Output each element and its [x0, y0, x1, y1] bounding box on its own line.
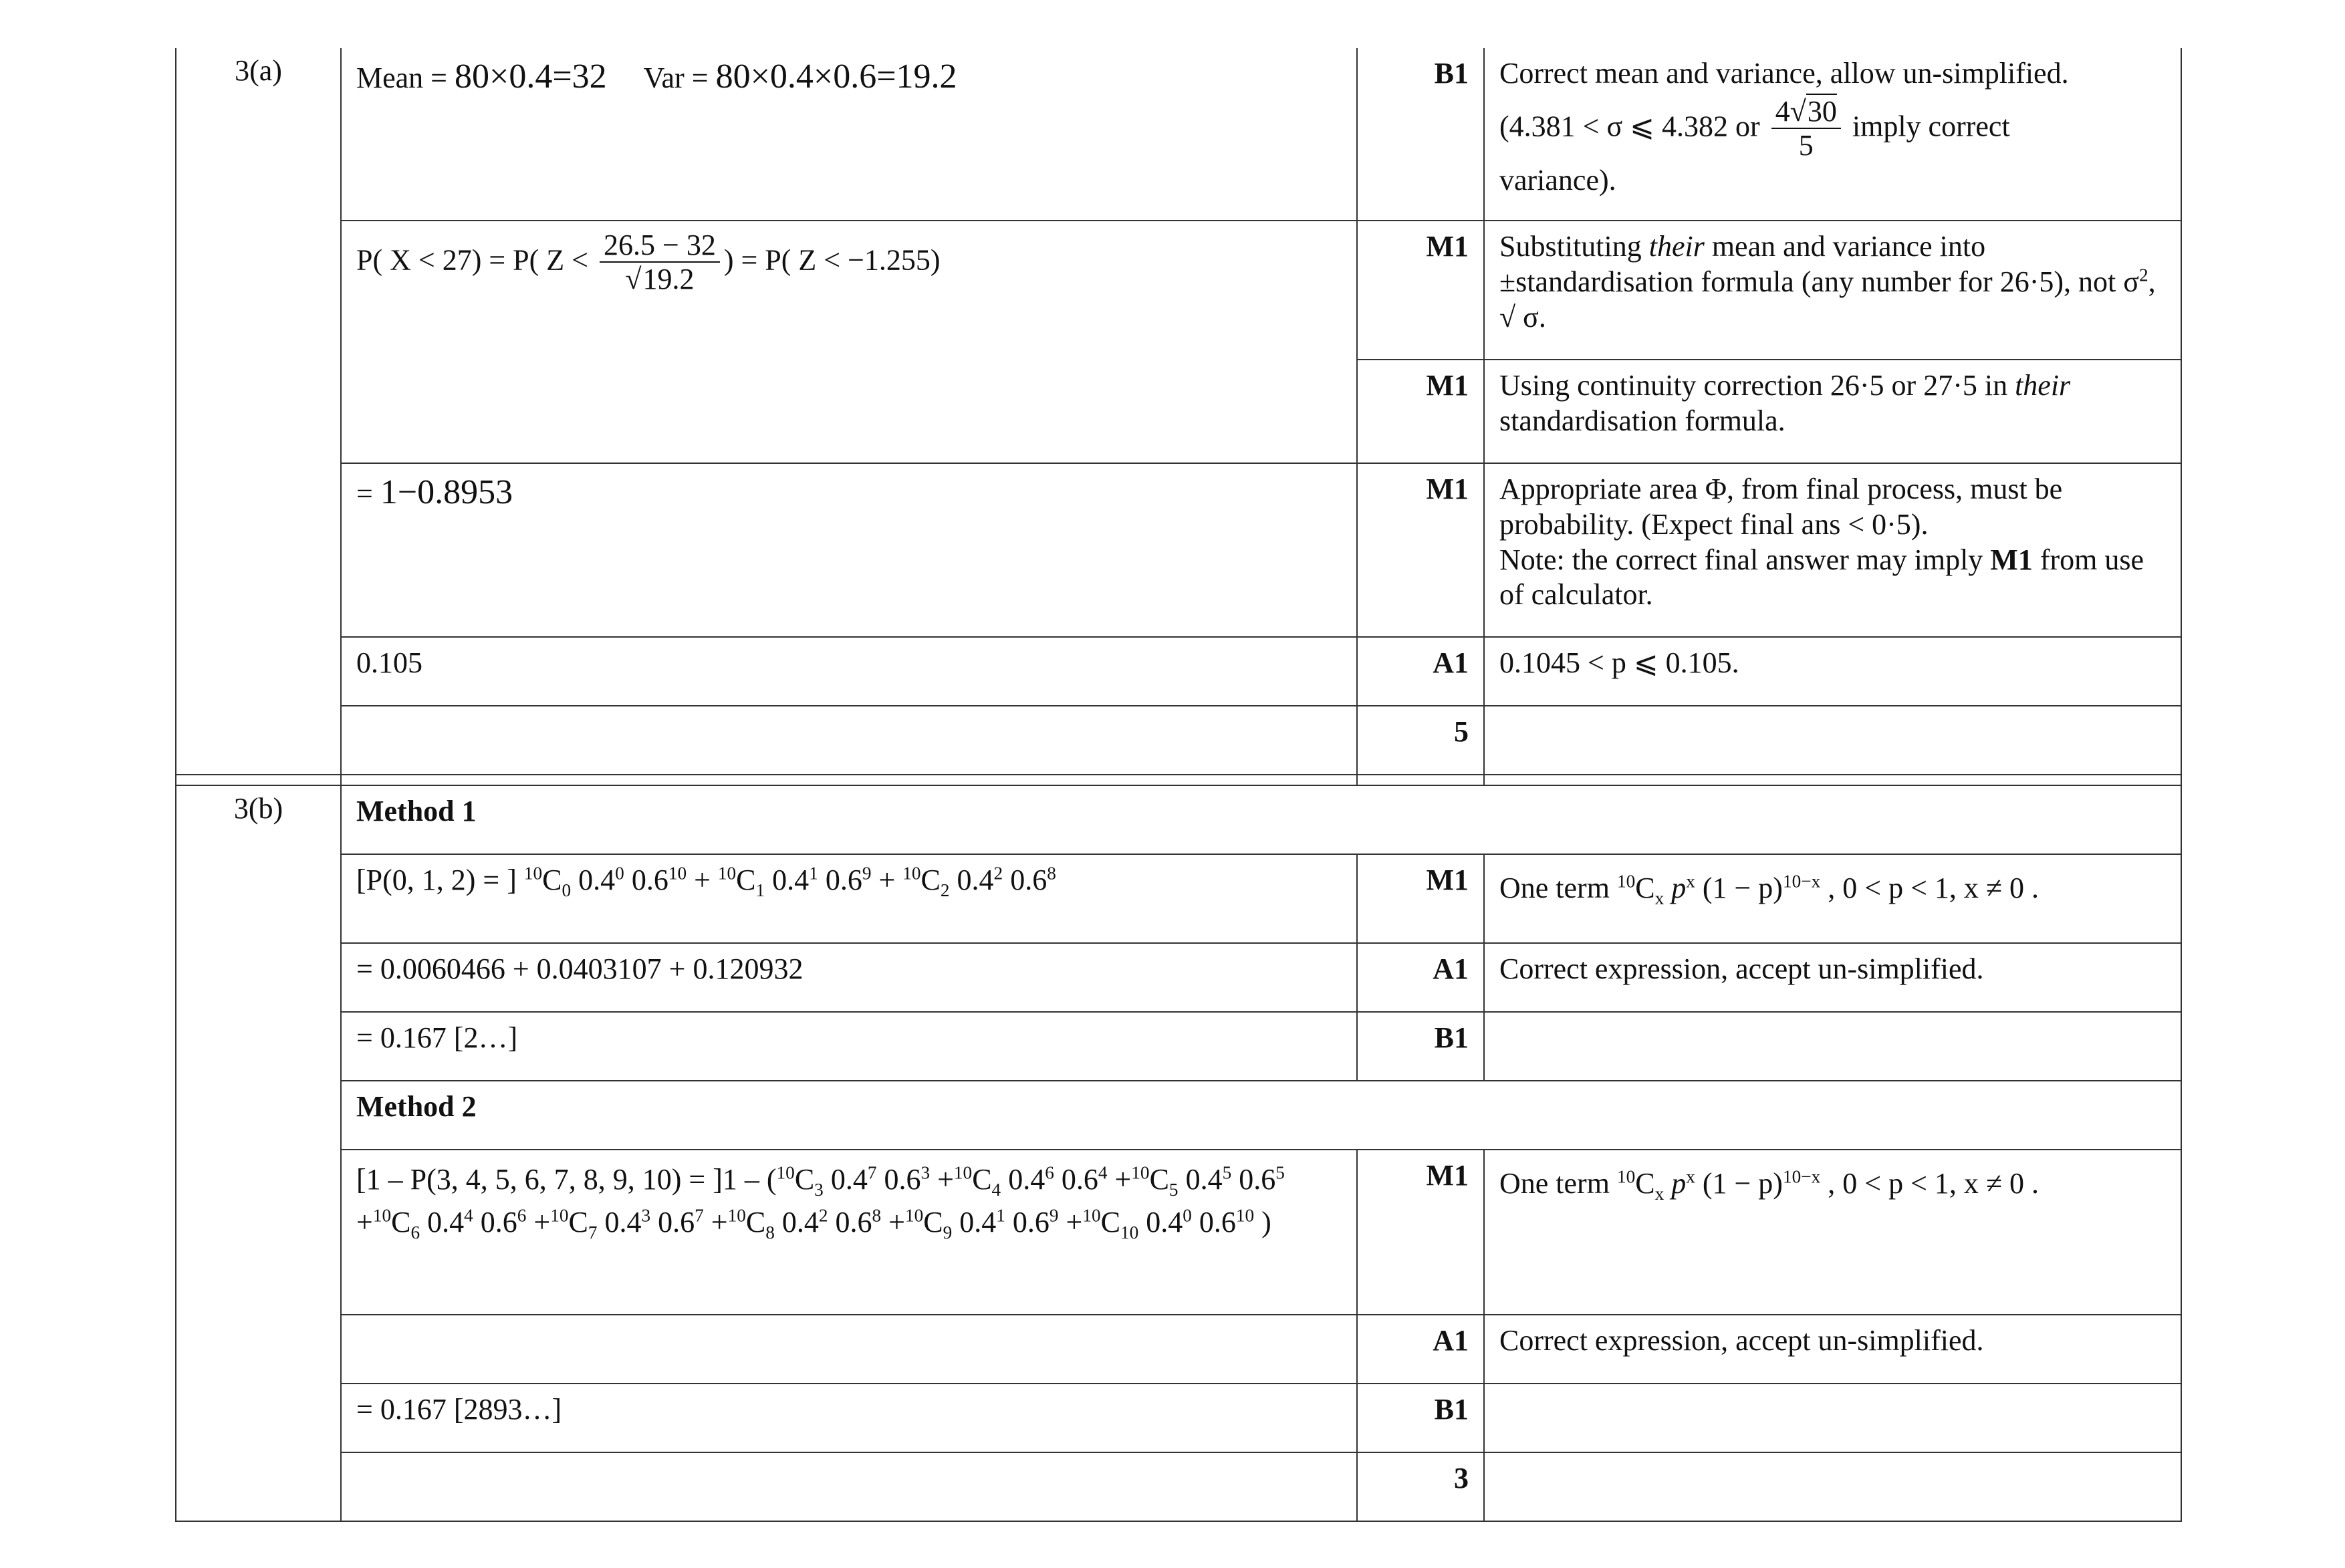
guidance-cell: Substituting their mean and variance into ±standardisation formula (any number for 26·5), not $\sigma^2$, √ σ. — [1484, 221, 2181, 360]
binomial-term: $+^{10}C_4$ $0.4^6$ $0.6^4$ — [930, 1162, 1108, 1200]
q3b-m2-row-expression — [176, 1315, 2181, 1384]
mark-code: B1 — [1357, 1012, 1484, 1081]
guidance-cell: Correct expression, accept un-simplified. — [1484, 1315, 2181, 1384]
answer-cell: = 0.167 [2…] — [341, 1012, 1357, 1081]
answer-cell: P( X < 27) = P( Z < $\frac{26.5 - 32}{√19.2}$ ) = P( Z < −1.255) — [341, 221, 1357, 463]
q3b-row-total — [176, 1452, 2181, 1521]
answer-cell: 0.105 — [341, 637, 1357, 706]
method-heading: Method 1 — [341, 785, 2181, 854]
mark-code: M1 — [1357, 221, 1484, 360]
answer-cell: = 1−0.8953 — [341, 463, 1357, 637]
answer-cell: [1 – P(3, 4, 5, 6, 7, 8, 9, $10) = ]1 - (^{10}C_3$ $0.4^7$ $0.6^3 +^{10}C_4$ $0.4^6$ $0.6^4 +^{10}C_5$ $0.4^5$ $0.6^5 +^{10}C_6$ $0.4^4$ $0.6^6 +^{10}C_7$ $0.4^3$ $0.6^7 +^{10}C_8$ $0.4^2$ $0.6^8 +^{10}C_9$ $0.4^1$ $0.6^9 +^{10}C_{10}$ $0.4^0$ $0.6^{10}$ ) — [341, 1150, 1357, 1315]
q3a-row-area — [176, 463, 2181, 637]
binomial-term: $^{10}C_3$ $0.4^7$ $0.6^3$ — [776, 1162, 931, 1200]
mark-code: M1 — [1357, 1150, 1484, 1315]
method-heading: Method 2 — [341, 1081, 2181, 1150]
answer-cell: = 0.167 [2893…] — [341, 1384, 1357, 1452]
mark-code: M1 — [1357, 854, 1484, 943]
q3b-method1-heading-row — [176, 785, 2181, 854]
mark-code: A1 — [1357, 1315, 1484, 1384]
mark-scheme-table — [175, 48, 2182, 1522]
guidance-cell — [1484, 48, 2181, 221]
answer-cell: = 0.0060466 + 0.0403107 + 0.120932 — [341, 943, 1357, 1012]
mark-code: M1 — [1357, 360, 1484, 463]
section-separator — [176, 775, 2181, 785]
answer-cell — [341, 48, 1357, 221]
answer-cell: [P(0, 1, 2) = ] $^{10}C_0$ $0.4^0$ $0.6^{10} + ^{10}C_1$ $0.4^1$ $0.6^9 + ^{10}C_2$ $0.4^2$ $0.6^8$ — [341, 854, 1357, 943]
total-marks: 5 — [1357, 706, 1484, 775]
binomial-term: $+^{10}C_{10}$ $0.4^0$ $0.6^{10}$ — [1058, 1205, 1255, 1243]
variance-expression: 80×0.4×0.6=19.2 — [715, 57, 957, 96]
guidance-cell: Correct expression, accept un-simplified. — [1484, 943, 2181, 1012]
binomial-term: $+^{10}C_6$ $0.4^4$ $0.6^6$ — [356, 1205, 527, 1243]
mean-label: Mean = — [356, 61, 455, 94]
binomial-term: $+^{10}C_9$ $0.4^1$ $0.6^9$ — [881, 1205, 1059, 1243]
guidance-cell: Using continuity correction 26·5 or 27·5 in their standardisation formula. — [1484, 360, 2181, 463]
guidance-cell: One term $^{10}C_x$ $p^x$ $(1 - p)^{10-x}$ , 0 < p < 1, x ≠ 0 . — [1484, 854, 2181, 943]
question-label-3b: 3(b) — [176, 785, 341, 1521]
q3b-method2-heading-row — [176, 1081, 2181, 1150]
q3b-m1-row-terms — [176, 854, 2181, 943]
q3a-row-total — [176, 706, 2181, 775]
variance-label: Var = — [643, 61, 716, 94]
guidance-cell: 0.1045 < p ⩽ 0.105. — [1484, 637, 2181, 706]
q3a-row-standardise — [176, 221, 2181, 360]
fraction: $\frac{26.5 - 32}{√19.2}$ — [600, 229, 720, 297]
mark-code: B1 — [1357, 1384, 1484, 1452]
q3b-m2-row-terms — [176, 1150, 2181, 1315]
q3a-row-final — [176, 637, 2181, 706]
mark-code: A1 — [1357, 943, 1484, 1012]
binomial-term: $+^{10}C_5$ $0.4^5$ $0.6^5$ — [1107, 1162, 1285, 1200]
guidance-sigma-range: (4.381 < σ ⩽ 4.382 or $\frac{4√30}{5}$ imply correct — [1499, 94, 2010, 162]
mean-expression: 80×0.4=32 — [455, 57, 607, 96]
q3b-m1-row-values — [176, 943, 2181, 1012]
mark-code: M1 — [1357, 463, 1484, 637]
mark-code: B1 — [1357, 48, 1484, 221]
guidance-cell: One term $^{10}C_x$ $p^x$ $(1 - p)^{10-x}$ , 0 < p < 1, x ≠ 0 . — [1484, 1150, 2181, 1315]
guidance-cell: Appropriate area Φ, from final process, must be probability. (Expect final ans < 0·5). Note: the correct final answer may imply M1 from use of calculator. — [1484, 463, 2181, 637]
guidance-text: Correct mean and variance, allow un-simplified. — [1499, 57, 2069, 90]
mark-code: A1 — [1357, 637, 1484, 706]
fraction: $\frac{4√30}{5}$ — [1771, 96, 1841, 163]
binomial-term: $+^{10}C_8$ $0.4^2$ $0.6^8$ — [703, 1205, 882, 1243]
question-label-3a: 3(a) — [176, 48, 341, 775]
q3a-row-mean-variance — [176, 48, 2181, 221]
guidance-text: variance). — [1499, 163, 1616, 197]
q3b-m2-row-answer — [176, 1384, 2181, 1452]
total-marks: 3 — [1357, 1452, 1484, 1521]
q3b-m1-row-answer — [176, 1012, 2181, 1081]
binomial-term: $+^{10}C_7$ $0.4^3$ $0.6^7$ — [526, 1205, 704, 1243]
